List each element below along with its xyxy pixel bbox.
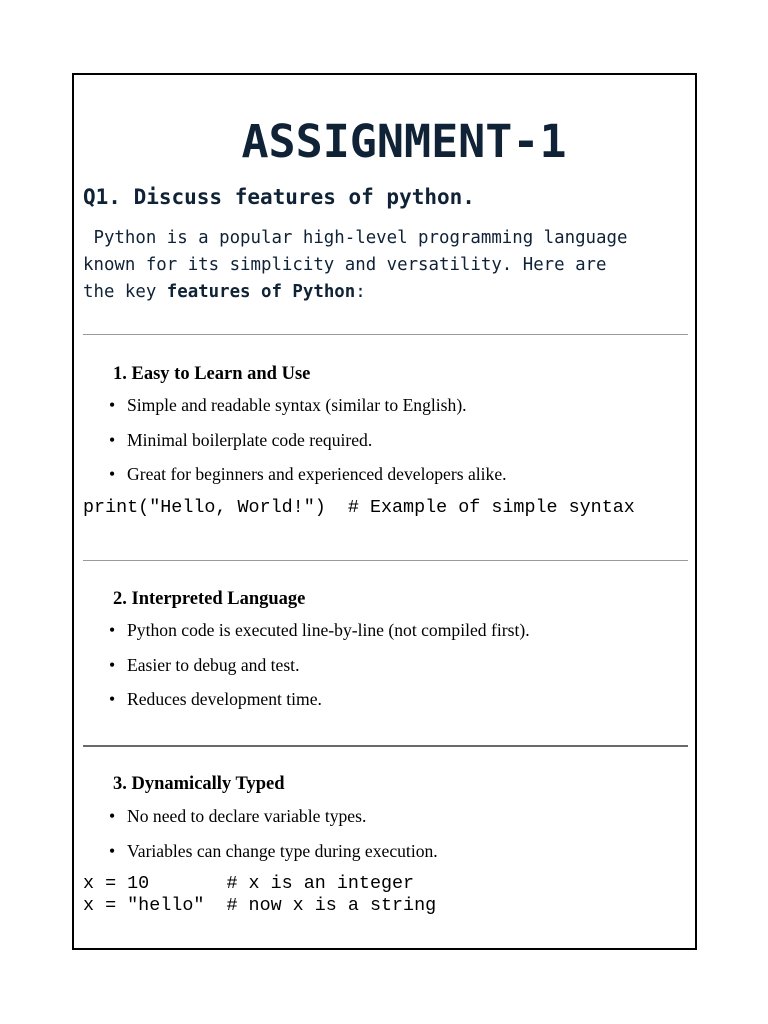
question-heading: Q1. Discuss features of python.: [83, 185, 475, 209]
page-frame: [72, 73, 697, 950]
list-item-text: No need to declare variable types.: [127, 806, 367, 826]
list-item: [107, 620, 530, 655]
section-1-heading: 1. Easy to Learn and Use: [113, 364, 311, 384]
section-3-bullets: [107, 806, 438, 875]
list-item-text: Simple and readable syntax (similar to English).: [127, 395, 467, 415]
code-example-3: [83, 873, 436, 917]
list-item: [107, 806, 438, 841]
intro-line-3-prefix: the key: [83, 282, 167, 302]
list-item: [107, 464, 507, 499]
bullet-icon: •: [109, 620, 116, 640]
intro-paragraph: [83, 225, 689, 306]
section-3-heading: 3. Dynamically Typed: [113, 774, 285, 794]
intro-line-3-bold: features of Python: [166, 282, 356, 302]
bullet-icon: •: [109, 464, 116, 484]
intro-line-1: Python is a popular high-level programming language: [83, 228, 628, 248]
intro-line-2: known for its simplicity and versatility. Here are: [83, 255, 607, 275]
list-item: [107, 395, 507, 430]
intro-line-3-suffix: :: [355, 282, 366, 302]
bullet-icon: •: [109, 395, 116, 415]
list-item-text: Easier to debug and test.: [127, 654, 300, 675]
bullet-icon: •: [109, 429, 116, 450]
bullet-icon: •: [109, 840, 116, 861]
bullet-icon: •: [109, 654, 116, 675]
bullet-icon: •: [109, 806, 116, 826]
divider-3: [83, 745, 688, 747]
page-title: ASSIGNMENT-1: [241, 115, 567, 168]
list-item-text: Great for beginners and experienced developers alike.: [127, 464, 507, 484]
section-2-heading: 2. Interpreted Language: [113, 589, 306, 609]
list-item: [107, 841, 438, 876]
list-item-text: Reduces development time.: [127, 689, 322, 709]
list-item-text: Python code is executed line-by-line (not compiled first).: [127, 620, 530, 640]
list-item-text: Variables can change type during execution.: [127, 840, 438, 861]
list-item: [107, 689, 530, 724]
section-1-bullets: [107, 395, 507, 499]
list-item-text: Minimal boilerplate code required.: [127, 429, 373, 450]
list-item: [107, 430, 507, 465]
divider-1: [83, 334, 688, 335]
bullet-icon: •: [109, 689, 116, 709]
list-item: [107, 655, 530, 690]
section-2-bullets: [107, 620, 530, 724]
code-example-1: print("Hello, World!") # Example of simple syntax: [83, 497, 635, 518]
divider-2: [83, 560, 688, 561]
code-line-2: x = "hello" # now x is a string: [83, 895, 437, 916]
code-line-1: x = 10 # x is an integer: [83, 873, 415, 894]
